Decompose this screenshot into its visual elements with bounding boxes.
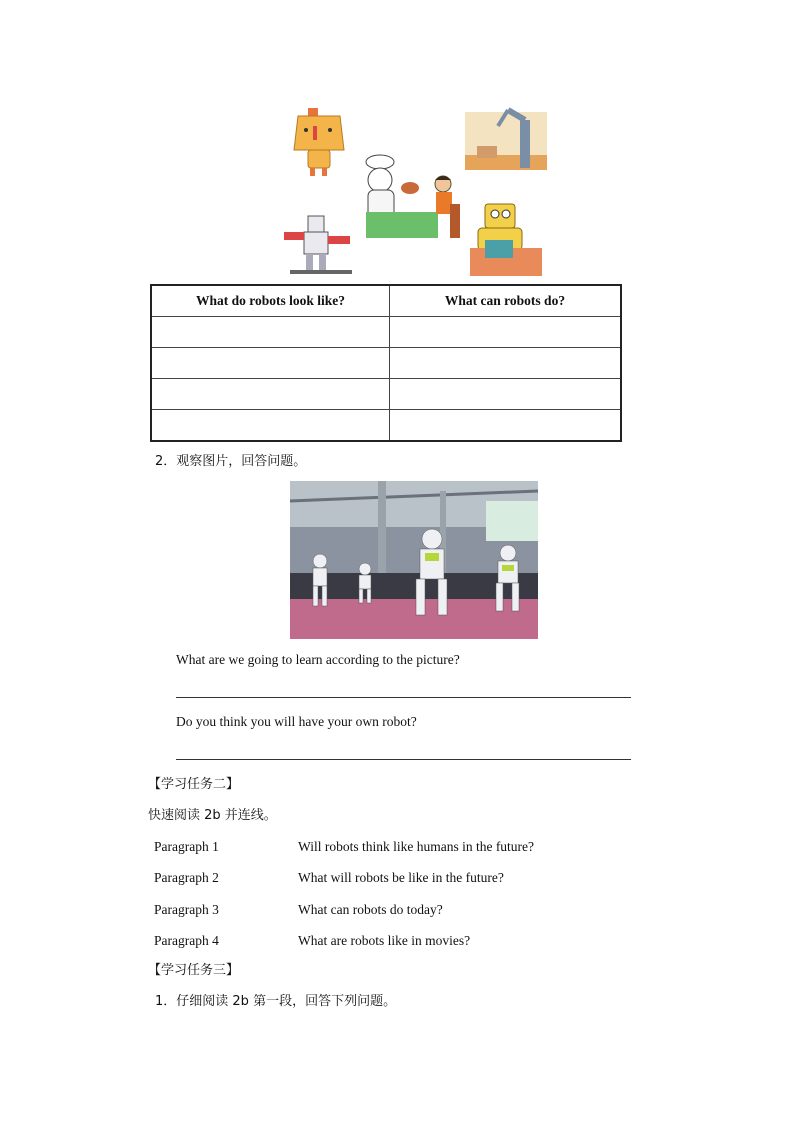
question-2: Do you think you will have your own robot? bbox=[176, 714, 417, 729]
dancing-robots-photo bbox=[290, 481, 538, 639]
table-cell[interactable] bbox=[151, 317, 390, 348]
paragraph-label-1[interactable]: Paragraph 1 bbox=[154, 839, 219, 854]
robot-arm bbox=[465, 110, 547, 170]
question-1: What are we going to learn according to the picture? bbox=[176, 652, 460, 667]
item-number: 1． bbox=[155, 994, 177, 1009]
task3-instruction bbox=[155, 993, 396, 1011]
answer-line-2[interactable] bbox=[176, 759, 631, 760]
table-cell[interactable] bbox=[151, 410, 390, 442]
table-cell[interactable] bbox=[151, 348, 390, 379]
instruction-text: 观察图片，回答问题。 bbox=[176, 454, 307, 469]
robots-table bbox=[150, 284, 622, 442]
matching-question-1[interactable]: Will robots think like humans in the future? bbox=[298, 839, 535, 854]
table-cell[interactable] bbox=[390, 379, 622, 410]
table-row bbox=[151, 410, 621, 442]
table-header-do: What can robots do? bbox=[390, 285, 622, 317]
table-cell[interactable] bbox=[390, 348, 622, 379]
humanoid-robot bbox=[284, 216, 352, 274]
instruction-text: 仔细阅读 2b 第一段，回答下列问题。 bbox=[176, 994, 397, 1009]
table-row bbox=[151, 379, 621, 410]
paragraph-label-4[interactable]: Paragraph 4 bbox=[154, 933, 219, 948]
matching-question-2[interactable]: What will robots be like in the future? bbox=[298, 870, 504, 885]
paragraph-label-3[interactable]: Paragraph 3 bbox=[154, 902, 219, 917]
table-row bbox=[151, 348, 621, 379]
matching-question-3[interactable]: What can robots do today? bbox=[298, 902, 443, 917]
table-cell[interactable] bbox=[390, 317, 622, 348]
table-cell[interactable] bbox=[151, 379, 390, 410]
table-header-look: What do robots look like? bbox=[151, 285, 390, 317]
robots-clipart bbox=[270, 100, 550, 280]
section-instruction bbox=[155, 453, 306, 471]
yellow-robot bbox=[470, 204, 542, 276]
paragraph-label-2[interactable]: Paragraph 2 bbox=[154, 870, 219, 885]
task3-heading: 【学习任务三】 bbox=[148, 963, 240, 978]
table-cell[interactable] bbox=[390, 410, 622, 442]
item-number: 2． bbox=[155, 454, 177, 469]
table-row bbox=[151, 317, 621, 348]
box-head-robot bbox=[294, 108, 344, 176]
matching-question-4[interactable]: What are robots like in movies? bbox=[298, 933, 471, 948]
chef-robot-scene bbox=[366, 155, 460, 238]
task2-heading: 【学习任务二】 bbox=[148, 777, 240, 792]
task2-instruction: 快速阅读 2b 并连线。 bbox=[148, 808, 277, 823]
answer-line-1[interactable] bbox=[176, 697, 631, 698]
